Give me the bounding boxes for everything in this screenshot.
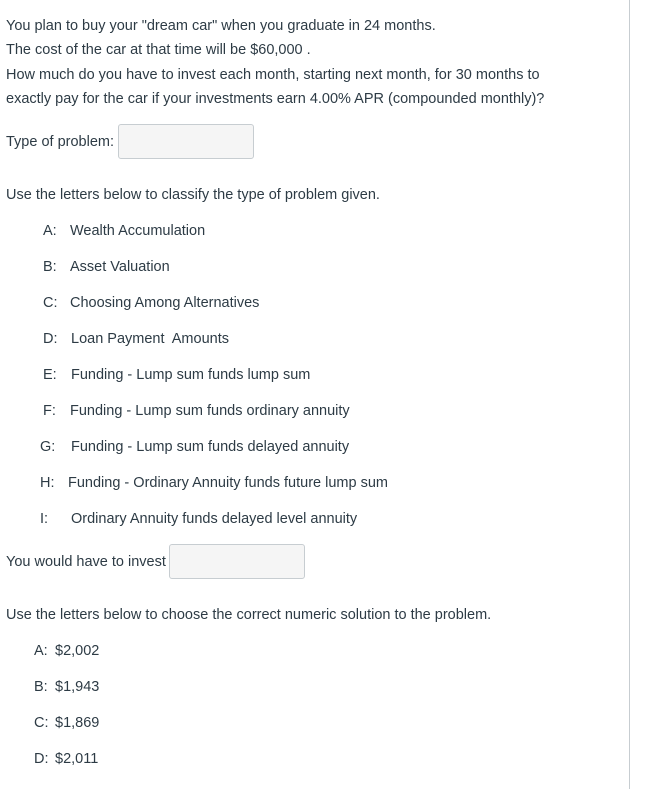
option-letter: E: [43,367,57,383]
option-text: Funding - Lump sum funds delayed annuity [71,439,350,455]
classify-option-a [43,221,205,241]
option-text: Ordinary Annuity funds delayed level annuity [71,511,358,527]
option-letter: B: [34,679,48,695]
option-text: $1,869 [55,715,100,731]
problem-type-row [6,124,254,159]
option-text: Funding - Ordinary Annuity funds future lump sum [68,475,388,491]
solution-option-b [34,677,99,697]
problem-type-input[interactable] [118,124,254,159]
invest-label: You would have to invest [6,553,166,570]
solution-option-a [34,641,99,661]
solution-option-c [34,713,99,733]
option-letter: C: [34,715,49,731]
option-text: $1,943 [55,679,100,695]
option-letter: H: [40,475,55,491]
question-line-3: How much do you have to invest each month, starting next month, for 30 months to [6,67,540,83]
option-letter: G: [40,439,56,455]
classify-option-g [40,437,349,457]
classify-option-b [43,257,170,277]
option-letter: F: [43,403,56,419]
option-letter: D: [43,331,58,347]
option-letter: A: [43,223,57,239]
option-text: Loan Payment Amounts [71,331,229,347]
invest-input[interactable] [169,544,305,579]
solution-option-d [34,749,98,769]
option-text: Funding - Lump sum funds lump sum [71,367,311,383]
option-text: $2,011 [55,751,99,767]
question-line-1: You plan to buy your "dream car" when you graduate in 24 months. [6,18,436,34]
classify-option-h [40,473,388,493]
problem-type-label: Type of problem: [6,133,114,150]
classify-instruction: Use the letters below to classify the type of problem given. [6,187,380,203]
option-letter: I: [40,511,49,527]
solution-instruction: Use the letters below to choose the correct numeric solution to the problem. [6,607,492,623]
classify-option-d [43,329,229,349]
option-text: Funding - Lump sum funds ordinary annuity [70,403,350,419]
classify-option-e [43,365,310,385]
content-right-border [629,0,630,789]
classify-option-f [43,401,350,421]
option-letter: D: [34,751,49,767]
option-text: $2,002 [55,643,100,659]
option-text: Wealth Accumulation [70,223,206,239]
classify-option-i [40,509,357,529]
question-line-4: exactly pay for the car if your investments earn 4.00% APR (compounded monthly)? [6,91,545,107]
option-letter: A: [34,643,48,659]
option-letter: C: [43,295,58,311]
option-letter: B: [43,259,57,275]
invest-row [6,544,305,579]
question-line-2: The cost of the car at that time will be $60,000 . [6,42,311,58]
classify-option-c [43,293,259,313]
option-text: Asset Valuation [70,259,170,275]
option-text: Choosing Among Alternatives [70,295,260,311]
